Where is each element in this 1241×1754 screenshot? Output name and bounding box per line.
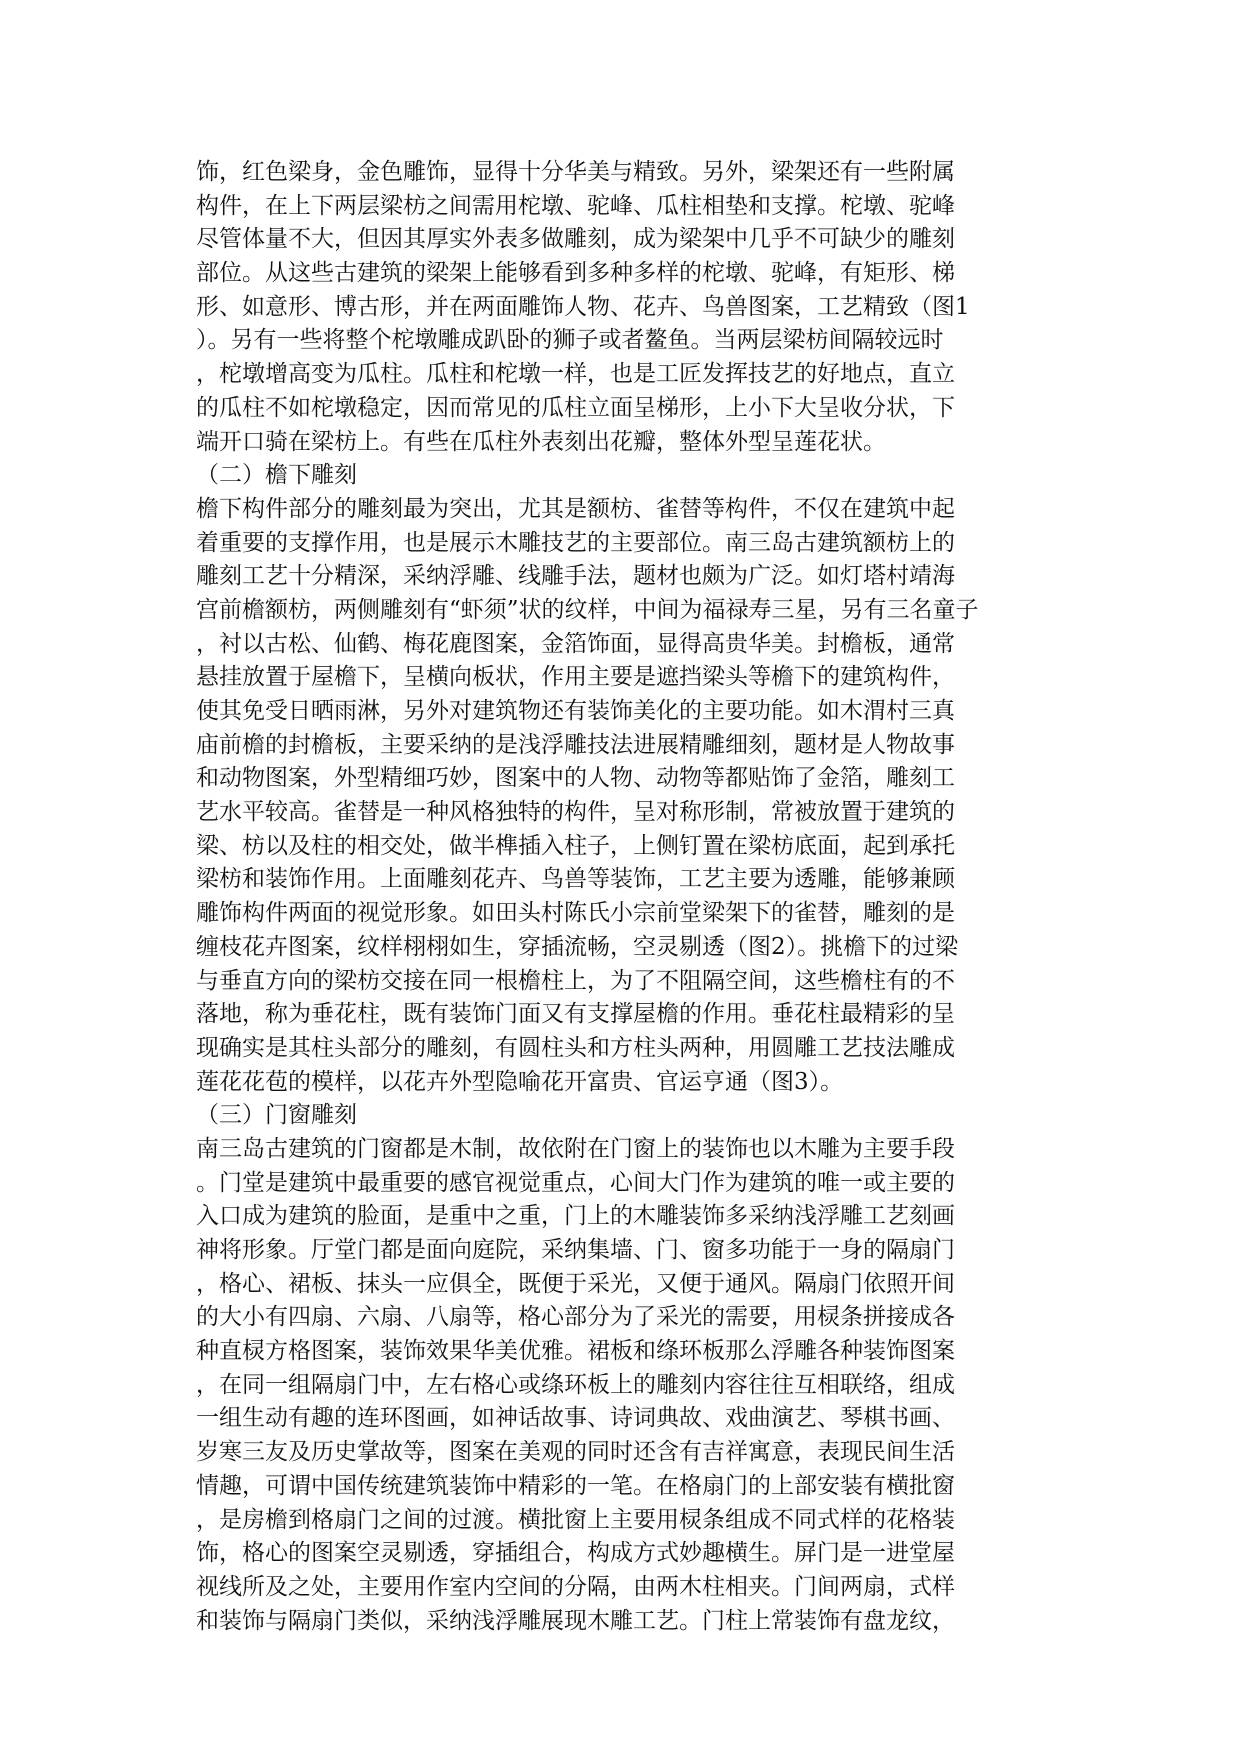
text-line: 种直棂方格图案，装饰效果华美优雅。裙板和绦环板那么浮雕各种装饰图案	[196, 1338, 955, 1365]
text-line: ，衬以古松、仙鹤、梅花鹿图案，金箔饰面，显得高贵华美。封檐板，通常	[196, 630, 955, 657]
text-line: 尽管体量不大，但因其厚实外表多做雕刻，成为梁架中几乎不可缺少的雕刻	[196, 226, 955, 253]
text-line: 使其免受日晒雨淋，另外对建筑物还有装饰美化的主要功能。如木渭村三真	[196, 698, 955, 724]
text-line: ）。另有一些将整个柁墩雕成趴卧的狮子或者鳌鱼。当两层梁枋间隔较远时	[196, 327, 944, 354]
text-line: 形、如意形、博古形，并在两面雕饰人物、花卉、鸟兽图案，工艺精致（图1	[196, 293, 970, 320]
text-line: 庙前檐的封檐板，主要采纳的是浅浮雕技法进展精雕细刻，题材是人物故事	[196, 731, 955, 758]
text-line: 和动物图案，外型精细巧妙，图案中的人物、动物等都贴饰了金箔，雕刻工	[196, 765, 955, 792]
text-line: 现确实是其柱头部分的雕刻，有圆柱头和方柱头两种，用圆雕工艺技法雕成	[196, 1034, 955, 1061]
text-line: 。门堂是建筑中最重要的感官视觉重点，心间大门作为建筑的唯一或主要的	[196, 1169, 955, 1196]
text-line: 宫前檐额枋，两侧雕刻有“虾须”状的纹样，中间为福禄寿三星，另有三名童子	[196, 596, 979, 623]
text-line: 落地，称为垂花柱，既有装饰门面又有支撑屋檐的作用。垂花柱最精彩的呈	[196, 1001, 955, 1028]
text-line: 视线所及之处，主要用作室内空间的分隔，由两木柱相夹。门间两扇，式样	[196, 1573, 955, 1600]
text-line: 与垂直方向的梁枋交接在同一根檐柱上，为了不阻隔空间，这些檐柱有的不	[196, 967, 955, 994]
text-line: 岁寒三友及历史掌故等，图案在美观的同时还含有吉祥寓意，表现民间生活	[196, 1439, 955, 1466]
text-line: ，在同一组隔扇门中，左右格心或绦环板上的雕刻内容往往互相联络，组成	[196, 1371, 955, 1398]
text-line: 莲花花苞的模样，以花卉外型隐喻花开富贵、官运亨通（图3）。	[196, 1068, 844, 1095]
text-line: 神将形象。厅堂门都是面向庭院，采纳集墙、门、窗多功能于一身的隔扇门	[196, 1237, 955, 1263]
text-line: 一组生动有趣的连环图画，如神话故事、诗词典故、戏曲演艺、琴棋书画、	[196, 1405, 955, 1432]
text-line: 情趣，可谓中国传统建筑装饰中精彩的一笔。在格扇门的上部安装有横批窗	[196, 1472, 955, 1499]
text-line: ，格心、裙板、抹头一应俱全，既便于采光，又便于通风。隔扇门依照开间	[196, 1270, 955, 1297]
section-heading: （二）檐下雕刻	[196, 462, 357, 489]
text-line: 梁枋和装饰作用。上面雕刻花卉、鸟兽等装饰，工艺主要为透雕，能够兼顾	[196, 866, 955, 893]
text-line: 饰，格心的图案空灵剔透，穿插组合，构成方式妙趣横生。屏门是一进堂屋	[196, 1540, 955, 1567]
text-line: ，是房檐到格扇门之间的过渡。横批窗上主要用棂条组成不同式样的花格装	[196, 1506, 955, 1533]
text-line: ，柁墩增高变为瓜柱。瓜柱和柁墩一样，也是工匠发挥技艺的好地点，直立	[196, 361, 955, 388]
text-line: 悬挂放置于屋檐下，呈横向板状，作用主要是遮挡梁头等檐下的建筑构件，	[196, 664, 955, 691]
text-line: 端开口骑在梁枋上。有些在瓜柱外表刻出花瓣，整体外型呈莲花状。	[196, 428, 886, 455]
text-line: 檐下构件部分的雕刻最为突出，尤其是额枋、雀替等构件，不仅在建筑中起	[196, 495, 955, 522]
text-line: 的瓜柱不如柁墩稳定，因而常见的瓜柱立面呈梯形，上小下大呈收分状，下	[196, 394, 955, 421]
text-line: 和装饰与隔扇门类似，采纳浅浮雕展现木雕工艺。门柱上常装饰有盘龙纹，	[196, 1607, 955, 1634]
body-text	[196, 156, 1096, 1638]
text-line: 南三岛古建筑的门窗都是木制，故依附在门窗上的装饰也以木雕为主要手段	[196, 1135, 955, 1162]
section-heading: （三）门窗雕刻	[196, 1102, 357, 1129]
text-line: 的大小有四扇、六扇、八扇等，格心部分为了采光的需要，用棂条拼接成各	[196, 1304, 955, 1331]
text-line: 缠枝花卉图案，纹样栩栩如生，穿插流畅，空灵剔透（图2）。挑檐下的过梁	[196, 933, 959, 960]
text-line: 构件，在上下两层梁枋之间需用柁墩、驼峰、瓜柱相垫和支撑。柁墩、驼峰	[196, 192, 955, 219]
text-line: 着重要的支撑作用，也是展示木雕技艺的主要部位。南三岛古建筑额枋上的	[196, 529, 955, 556]
text-line: 饰，红色梁身，金色雕饰，显得十分华美与精致。另外，梁架还有一些附属	[196, 159, 955, 185]
text-line: 艺水平较高。雀替是一种风格独特的构件，呈对称形制，常被放置于建筑的	[196, 799, 955, 826]
text-line: 雕刻工艺十分精深，采纳浮雕、线雕手法，题材也颇为广泛。如灯塔村靖海	[196, 563, 955, 590]
text-line: 部位。从这些古建筑的梁架上能够看到多种多样的柁墩、驼峰，有矩形、梯	[196, 260, 955, 287]
text-line: 雕饰构件两面的视觉形象。如田头村陈氏小宗前堂梁架下的雀替，雕刻的是	[196, 900, 955, 927]
text-line: 梁、枋以及柱的相交处，做半榫插入柱子，上侧钉置在梁枋底面，起到承托	[196, 832, 955, 859]
text-line: 入口成为建筑的脸面，是重中之重，门上的木雕装饰多采纳浅浮雕工艺刻画	[196, 1203, 955, 1230]
